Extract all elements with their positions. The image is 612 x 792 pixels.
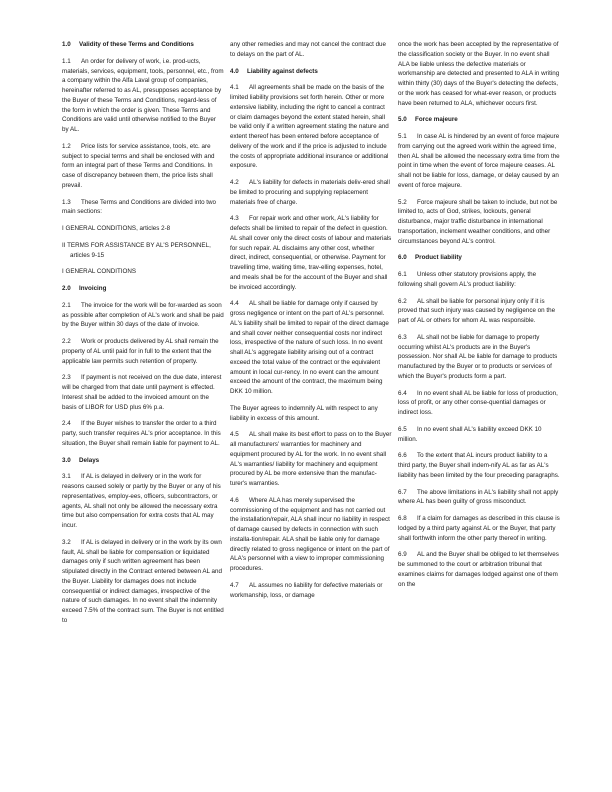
paragraph-6-3: 6.3 AL shall not be liable for damage to property occurring whilst AL's products are in the Buyer's possession. Nor shall AL be liable for damage to products manufactured by the Buyer or to products or services of which the Buyer's products form a part. [398,333,558,380]
paragraph-4-3: 4.3 For repair work and other work, AL's liability for defects shall be limited to repair of the defect in question. AL shall cover only the direct costs of labour and materials for such repair. AL disclaims any other cost, whether direct, indirect, consequential, or otherwise. Payment for travelling time, waiting time, trav-elling expenses, hotel, and meals shall be for the account of the Buyer and shall be invoiced accordingly. [230,215,392,291]
paragraph-4-1: 4.1 All agreements shall be made on the basis of the limited liability provisions set forth herein. Other or more extensive liability, including the right to cancel a contract or claim damages beyond the extent stated herein, shall be valid only if a written agreement stating the nature and extent thereof has been entered before acceptance of delivery of the work and if the price is adjusted to include the costs of appropriate additional insurance or additional exposure. [230,84,389,170]
column-3 [398,40,560,633]
paragraph-4-4-indemnify: The Buyer agrees to indemnify AL with respect to any liability in excess of this amount. [230,404,378,422]
paragraph-4-6: 4.6 Where ALA has merely supervised the commissioning of the equipment and has not carried out the installation/repair, ALA shall incur no liability in respect of damage caused by defects in connection with such installa-tion/repair. ALA shall be liable only for damage directly related to gross negligence or intent on the part of ALA's personnel with a view to improper commissioning procedures. [230,496,390,572]
section-list-ii: II TERMS FOR ASSISTANCE BY AL'S PERSONNEL, articles 9-15 [62,241,211,259]
paragraph-6-7: 6.7 The above limitations in AL's liability shall not apply where AL has been guilty of gross misconduct. [398,488,559,506]
paragraph-2-3: 2.3 If payment is not received on the due date, interest will be charged from that date until payment is effected. Interest shall be added to the invoiced amount on the basis of LIBOR for USD plus 6% p.a. [62,374,222,411]
paragraph-1-1: 1.1 An order for delivery of work, i.e. prod-ucts, materials, services, equipment, tools, personnel, etc., from a company within the Alfa Laval group of companies, hereinafter referred to as AL, presupposes acceptance by the Buyer of these Terms and Conditions, regard-less of the form in which the order is given. These Terms and Conditions are valid until otherwise notified to the Buyer by AL. [62,57,224,133]
text-columns [62,40,574,633]
heading-3-0: 3.0 Delays [62,456,100,464]
paragraph-4-7-continued: once the work has been accepted by the representative of the classification society or the Buyer. In no event shall ALA be liable unless the defective materials or workmanship are detected and presented to ALA in writing within thirty (30) days of the Buyer's detecting the defects, or the work has ceased for what-ever reason, or products have been returned to ALA, whichever occurs first. [398,41,560,107]
paragraph-2-1: 2.1 The invoice for the work will be for-warded as soon as possible after completion of AL's work and shall be paid by the Buyer within 30 days of the date of invoice. [62,301,224,329]
paragraph-1-3: 1.3 These Terms and Conditions are divided into two main sections: [62,198,217,216]
paragraph-6-9: 6.9 AL and the Buyer shall be obliged to let themselves be summoned to the court or arbitration tribunal that examines claims for damages lodged against one of them on the [398,551,559,588]
paragraph-2-2: 2.2 Work or products delivered by AL shall remain the property of AL until paid for in full to the extent that the applicable law permits such retention of property. [62,338,219,365]
heading-2-0: 2.0 Invoicing [62,285,107,292]
heading-1-0: 1.0 Validity of these Terms and Conditions [62,41,194,48]
paragraph-6-2: 6.2 AL shall be liable for personal injury only if it is proved that such injury was caused by negligence on the part of AL or others for whom AL was responsible. [398,297,556,324]
paragraph-5-2: 5.2 Force majeure shall be taken to include, but not be limited to, acts of God, strikes, lockouts, general disturbance, major traffic disturbance in international transportation, inclement weather conditions, and other circumstances beyond AL's control. [398,198,558,245]
paragraph-3-2-continued: any other remedies and may not cancel the contract due to delays on the part of AL. [230,41,386,58]
paragraph-4-5: 4.5 AL shall make its best effort to pass on to the Buyer all manufacturers' warranties for machinery and equipment procured by AL for the work. In no event shall AL's warranties/ liability for machinery and equipment procured by AL be more extensive than the manufac-turer's warranties. [230,431,392,487]
column-2 [230,40,392,633]
paragraph-1-2: 1.2 Price lists for service assistance, tools, etc. are subject to special terms and shall be enclosed with and form an integral part of these Terms and Conditions. In case of discrepancy between them, the price lists shall prevail. [62,142,215,189]
paragraph-3-1: 3.1 If AL is delayed in delivery or in the work for reasons caused solely or partly by the Buyer or any of his representatives, employ-ees, officers, subcontractors, or agents, AL shall not only be allowed the necessary extra time but also compensation for extra costs that AL may incur. [62,473,221,529]
paragraph-5-1: 5.1 In case AL is hindered by an event of force majeure from carrying out the agreed work within the agreed time, then AL shall be allowed the necessary extra time from the point in time when the event of force majeure ceases. AL shall not be liable for loss, damage, or delay caused by an event of force majeure. [398,133,560,189]
paragraph-6-8: 6.8 If a claim for damages as described in this clause is lodged by a third party against AL or the Buyer, that party shall forthwith inform the other party thereof in writing. [398,515,560,542]
paragraph-3-2: 3.2 If AL is delayed in delivery or in the work by its own fault, AL shall be liable for compensation or liquidated damages only if such written agreement has been stipulated directly in the Contract entered between AL and the Buyer. Liability for damages does not include consequential or indirect damages, irrespective of the nature of such damages. In no event shall the indemnity exceed 7.5% of the contract sum. The Buyer is not entitled to [62,538,224,624]
paragraph-6-5: 6.5 In no event shall AL's liability exceed DKK 10 million. [398,425,542,443]
paragraph-6-6: 6.6 To the extent that AL incurs product liability to a third party, the Buyer shall indem-nify AL as far as AL's liability has been limited by the four preceding paragraphs. [398,452,560,479]
heading-4-0: 4.0 Liability against defects [230,67,318,75]
heading-5-0: 5.0 Force majeure [398,116,458,124]
paragraph-4-2: 4.2 AL's liability for defects in materials deliv-ered shall be limited to procuring and supplying replacement materials free of charge. [230,179,390,206]
paragraph-4-4: 4.4 AL shall be liable for damage only if caused by gross negligence or intent on the part of AL's personnel. AL's liability shall be limited to repair of the direct damage and shall cover neither consequential costs nor indirect loss, irrespective of the nature of such loss. In no event shall AL's aggregate liability arising out of a contract exceed the total value of the contract or the equivalent amount in local cur-rency. In no event can the amount exceed the amount of the contract, the maximum being DKK 10 million. [230,300,389,395]
heading-6-0: 6.0 Product liability [398,254,462,262]
paragraph-2-4: 2.4 If the Buyer wishes to transfer the order to a third party, such transfer requires AL's prior acceptance. In this situation, the Buyer shall remain liable for payment to AL. [62,420,221,447]
paragraph-6-4: 6.4 In no event shall AL be liable for loss of production, loss of profit, or any other conse-quential damages or indirect loss. [398,389,558,416]
column-1 [62,40,224,633]
section-i-heading: I GENERAL CONDITIONS [62,268,137,276]
paragraph-4-7: 4.7 AL assumes no liability for defective materials or workmanship, loss, or damage [230,581,383,599]
section-list-i: I GENERAL CONDITIONS, articles 2-8 [62,225,171,232]
paragraph-6-1: 6.1 Unless other statutory provisions apply, the following shall govern AL's product liability: [398,271,537,288]
